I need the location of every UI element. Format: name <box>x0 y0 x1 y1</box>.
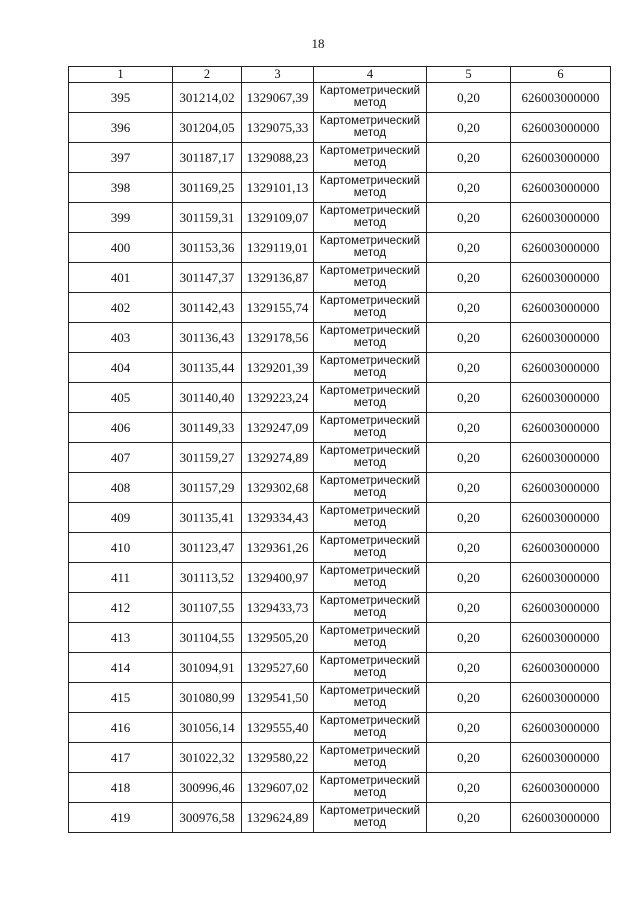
method-line-2: метод <box>353 756 387 769</box>
y-coordinate-cell: 1329541,50 <box>242 683 314 713</box>
accuracy-cell: 0,20 <box>427 353 511 383</box>
x-coordinate-cell: 300996,46 <box>173 773 242 803</box>
x-coordinate-cell: 300976,58 <box>173 803 242 833</box>
method-line-2: метод <box>353 366 387 379</box>
method-line-2: метод <box>353 426 387 439</box>
accuracy-cell: 0,20 <box>427 323 511 353</box>
method-cell <box>314 263 427 293</box>
table-row <box>69 83 611 113</box>
method-line-1: Картометрический <box>319 414 421 427</box>
y-coordinate-cell: 1329302,68 <box>242 473 314 503</box>
method-cell <box>314 173 427 203</box>
y-coordinate-cell: 1329334,43 <box>242 503 314 533</box>
method-line-1: Картометрический <box>319 504 421 517</box>
table-row <box>69 383 611 413</box>
method-line-1: Картометрический <box>319 114 421 127</box>
x-coordinate-cell: 301135,44 <box>173 353 242 383</box>
x-coordinate-cell: 301080,99 <box>173 683 242 713</box>
point-number-cell: 413 <box>69 623 173 653</box>
point-number-cell: 419 <box>69 803 173 833</box>
method-line-1: Картометрический <box>319 534 421 547</box>
y-coordinate-cell: 1329580,22 <box>242 743 314 773</box>
method-line-1: Картометрический <box>319 444 421 457</box>
y-coordinate-cell: 1329136,87 <box>242 263 314 293</box>
x-coordinate-cell: 301159,27 <box>173 443 242 473</box>
code-cell: 626003000000 <box>511 713 611 743</box>
method-line-2: метод <box>353 666 387 679</box>
table-row <box>69 143 611 173</box>
method-line-1: Картометрический <box>319 564 421 577</box>
code-cell: 626003000000 <box>511 683 611 713</box>
accuracy-cell: 0,20 <box>427 473 511 503</box>
method-line-2: метод <box>353 396 387 409</box>
point-number-cell: 403 <box>69 323 173 353</box>
accuracy-cell: 0,20 <box>427 803 511 833</box>
point-number-cell: 397 <box>69 143 173 173</box>
x-coordinate-cell: 301107,55 <box>173 593 242 623</box>
table-row <box>69 353 611 383</box>
method-line-2: метод <box>353 726 387 739</box>
code-cell: 626003000000 <box>511 113 611 143</box>
method-cell <box>314 293 427 323</box>
accuracy-cell: 0,20 <box>427 263 511 293</box>
code-cell: 626003000000 <box>511 83 611 113</box>
method-line-1: Картометрический <box>319 264 421 277</box>
x-coordinate-cell: 301187,17 <box>173 143 242 173</box>
method-line-2: метод <box>353 456 387 469</box>
method-line-2: метод <box>353 636 387 649</box>
accuracy-cell: 0,20 <box>427 773 511 803</box>
x-coordinate-cell: 301113,52 <box>173 563 242 593</box>
accuracy-cell: 0,20 <box>427 143 511 173</box>
method-line-1: Картометрический <box>319 324 421 337</box>
code-cell: 626003000000 <box>511 233 611 263</box>
method-cell <box>314 533 427 563</box>
point-number-cell: 404 <box>69 353 173 383</box>
code-cell: 626003000000 <box>511 263 611 293</box>
code-cell: 626003000000 <box>511 383 611 413</box>
x-coordinate-cell: 301204,05 <box>173 113 242 143</box>
y-coordinate-cell: 1329555,40 <box>242 713 314 743</box>
y-coordinate-cell: 1329155,74 <box>242 293 314 323</box>
accuracy-cell: 0,20 <box>427 173 511 203</box>
point-number-cell: 406 <box>69 413 173 443</box>
x-coordinate-cell: 301104,55 <box>173 623 242 653</box>
method-line-1: Картометрический <box>319 624 421 637</box>
code-cell: 626003000000 <box>511 743 611 773</box>
y-coordinate-cell: 1329075,33 <box>242 113 314 143</box>
accuracy-cell: 0,20 <box>427 113 511 143</box>
y-coordinate-cell: 1329101,13 <box>242 173 314 203</box>
code-cell: 626003000000 <box>511 563 611 593</box>
point-number-cell: 401 <box>69 263 173 293</box>
accuracy-cell: 0,20 <box>427 293 511 323</box>
y-coordinate-cell: 1329527,60 <box>242 653 314 683</box>
point-number-cell: 411 <box>69 563 173 593</box>
y-coordinate-cell: 1329178,56 <box>242 323 314 353</box>
x-coordinate-cell: 301153,36 <box>173 233 242 263</box>
point-number-cell: 417 <box>69 743 173 773</box>
y-coordinate-cell: 1329109,07 <box>242 203 314 233</box>
table-header-row <box>69 67 611 83</box>
method-line-2: метод <box>353 306 387 319</box>
accuracy-cell: 0,20 <box>427 593 511 623</box>
x-coordinate-cell: 301142,43 <box>173 293 242 323</box>
y-coordinate-cell: 1329247,09 <box>242 413 314 443</box>
column-header: 5 <box>427 67 511 83</box>
page-number: 18 <box>311 36 325 51</box>
method-cell <box>314 113 427 143</box>
point-number-cell: 395 <box>69 83 173 113</box>
method-cell <box>314 743 427 773</box>
accuracy-cell: 0,20 <box>427 503 511 533</box>
column-header: 6 <box>511 67 611 83</box>
method-cell <box>314 683 427 713</box>
column-header: 2 <box>173 67 242 83</box>
accuracy-cell: 0,20 <box>427 683 511 713</box>
method-line-2: метод <box>353 96 387 109</box>
table-row <box>69 503 611 533</box>
point-number-cell: 398 <box>69 173 173 203</box>
y-coordinate-cell: 1329433,73 <box>242 593 314 623</box>
code-cell: 626003000000 <box>511 323 611 353</box>
point-number-cell: 407 <box>69 443 173 473</box>
x-coordinate-cell: 301123,47 <box>173 533 242 563</box>
table-row <box>69 293 611 323</box>
point-number-cell: 418 <box>69 773 173 803</box>
table-row <box>69 803 611 833</box>
accuracy-cell: 0,20 <box>427 383 511 413</box>
y-coordinate-cell: 1329119,01 <box>242 233 314 263</box>
y-coordinate-cell: 1329067,39 <box>242 83 314 113</box>
point-number-cell: 400 <box>69 233 173 263</box>
table-row <box>69 743 611 773</box>
x-coordinate-cell: 301159,31 <box>173 203 242 233</box>
method-cell <box>314 593 427 623</box>
table-row <box>69 533 611 563</box>
x-coordinate-cell: 301140,40 <box>173 383 242 413</box>
method-line-2: метод <box>353 186 387 199</box>
method-line-2: метод <box>353 786 387 799</box>
method-cell <box>314 83 427 113</box>
method-cell <box>314 443 427 473</box>
point-number-cell: 415 <box>69 683 173 713</box>
method-line-1: Картометрический <box>319 354 421 367</box>
point-number-cell: 414 <box>69 653 173 683</box>
accuracy-cell: 0,20 <box>427 233 511 263</box>
table-row <box>69 263 611 293</box>
method-line-1: Картометрический <box>319 744 421 757</box>
column-header: 3 <box>242 67 314 83</box>
table-row <box>69 323 611 353</box>
code-cell: 626003000000 <box>511 653 611 683</box>
table-row <box>69 413 611 443</box>
method-line-2: метод <box>353 246 387 259</box>
table-row <box>69 233 611 263</box>
y-coordinate-cell: 1329624,89 <box>242 803 314 833</box>
method-line-1: Картометрический <box>319 294 421 307</box>
x-coordinate-cell: 301149,33 <box>173 413 242 443</box>
method-line-1: Картометрический <box>319 714 421 727</box>
table-row <box>69 203 611 233</box>
coordinates-table <box>68 66 611 833</box>
method-line-1: Картометрический <box>319 144 421 157</box>
y-coordinate-cell: 1329361,26 <box>242 533 314 563</box>
code-cell: 626003000000 <box>511 143 611 173</box>
table-row <box>69 623 611 653</box>
method-cell <box>314 413 427 443</box>
code-cell: 626003000000 <box>511 473 611 503</box>
method-cell <box>314 773 427 803</box>
y-coordinate-cell: 1329400,97 <box>242 563 314 593</box>
method-cell <box>314 713 427 743</box>
method-cell <box>314 203 427 233</box>
table-row <box>69 593 611 623</box>
method-cell <box>314 623 427 653</box>
method-line-1: Картометрический <box>319 804 421 817</box>
table-row <box>69 443 611 473</box>
code-cell: 626003000000 <box>511 413 611 443</box>
accuracy-cell: 0,20 <box>427 743 511 773</box>
column-header: 4 <box>314 67 427 83</box>
code-cell: 626003000000 <box>511 293 611 323</box>
code-cell: 626003000000 <box>511 443 611 473</box>
x-coordinate-cell: 301147,37 <box>173 263 242 293</box>
y-coordinate-cell: 1329223,24 <box>242 383 314 413</box>
accuracy-cell: 0,20 <box>427 83 511 113</box>
method-cell <box>314 503 427 533</box>
method-line-2: метод <box>353 546 387 559</box>
method-line-1: Картометрический <box>319 204 421 217</box>
x-coordinate-cell: 301136,43 <box>173 323 242 353</box>
method-line-2: метод <box>353 156 387 169</box>
method-cell <box>314 233 427 263</box>
code-cell: 626003000000 <box>511 803 611 833</box>
method-line-2: метод <box>353 126 387 139</box>
table-row <box>69 773 611 803</box>
point-number-cell: 409 <box>69 503 173 533</box>
accuracy-cell: 0,20 <box>427 713 511 743</box>
method-line-1: Картометрический <box>319 234 421 247</box>
table-row <box>69 113 611 143</box>
accuracy-cell: 0,20 <box>427 443 511 473</box>
method-cell <box>314 323 427 353</box>
method-line-1: Картометрический <box>319 684 421 697</box>
method-cell <box>314 383 427 413</box>
table-row <box>69 563 611 593</box>
point-number-cell: 408 <box>69 473 173 503</box>
table-row <box>69 713 611 743</box>
accuracy-cell: 0,20 <box>427 203 511 233</box>
x-coordinate-cell: 301135,41 <box>173 503 242 533</box>
code-cell: 626003000000 <box>511 503 611 533</box>
y-coordinate-cell: 1329505,20 <box>242 623 314 653</box>
x-coordinate-cell: 301169,25 <box>173 173 242 203</box>
method-line-2: метод <box>353 696 387 709</box>
y-coordinate-cell: 1329274,89 <box>242 443 314 473</box>
point-number-cell: 405 <box>69 383 173 413</box>
x-coordinate-cell: 301022,32 <box>173 743 242 773</box>
method-cell <box>314 353 427 383</box>
method-line-2: метод <box>353 486 387 499</box>
table-row <box>69 683 611 713</box>
point-number-cell: 399 <box>69 203 173 233</box>
point-number-cell: 416 <box>69 713 173 743</box>
method-line-2: метод <box>353 576 387 589</box>
point-number-cell: 396 <box>69 113 173 143</box>
method-line-1: Картометрический <box>319 594 421 607</box>
point-number-cell: 402 <box>69 293 173 323</box>
x-coordinate-cell: 301056,14 <box>173 713 242 743</box>
method-line-1: Картометрический <box>319 384 421 397</box>
y-coordinate-cell: 1329201,39 <box>242 353 314 383</box>
method-cell <box>314 473 427 503</box>
method-line-2: метод <box>353 606 387 619</box>
method-line-2: метод <box>353 336 387 349</box>
code-cell: 626003000000 <box>511 173 611 203</box>
code-cell: 626003000000 <box>511 623 611 653</box>
method-line-1: Картометрический <box>319 774 421 787</box>
table-body <box>69 83 611 833</box>
method-line-2: метод <box>353 276 387 289</box>
table-row <box>69 173 611 203</box>
accuracy-cell: 0,20 <box>427 413 511 443</box>
point-number-cell: 410 <box>69 533 173 563</box>
y-coordinate-cell: 1329607,02 <box>242 773 314 803</box>
method-cell <box>314 803 427 833</box>
code-cell: 626003000000 <box>511 593 611 623</box>
column-header: 1 <box>69 67 173 83</box>
method-line-2: метод <box>353 516 387 529</box>
table-row <box>69 653 611 683</box>
method-line-2: метод <box>353 216 387 229</box>
method-line-1: Картометрический <box>319 654 421 667</box>
method-line-1: Картометрический <box>319 174 421 187</box>
point-number-cell: 412 <box>69 593 173 623</box>
code-cell: 626003000000 <box>511 203 611 233</box>
method-line-1: Картометрический <box>319 84 421 97</box>
method-cell <box>314 143 427 173</box>
y-coordinate-cell: 1329088,23 <box>242 143 314 173</box>
method-cell <box>314 653 427 683</box>
x-coordinate-cell: 301094,91 <box>173 653 242 683</box>
accuracy-cell: 0,20 <box>427 623 511 653</box>
x-coordinate-cell: 301157,29 <box>173 473 242 503</box>
code-cell: 626003000000 <box>511 773 611 803</box>
accuracy-cell: 0,20 <box>427 533 511 563</box>
method-line-2: метод <box>353 816 387 829</box>
method-line-1: Картометрический <box>319 474 421 487</box>
code-cell: 626003000000 <box>511 533 611 563</box>
code-cell: 626003000000 <box>511 353 611 383</box>
method-cell <box>314 563 427 593</box>
x-coordinate-cell: 301214,02 <box>173 83 242 113</box>
table-row <box>69 473 611 503</box>
accuracy-cell: 0,20 <box>427 563 511 593</box>
accuracy-cell: 0,20 <box>427 653 511 683</box>
